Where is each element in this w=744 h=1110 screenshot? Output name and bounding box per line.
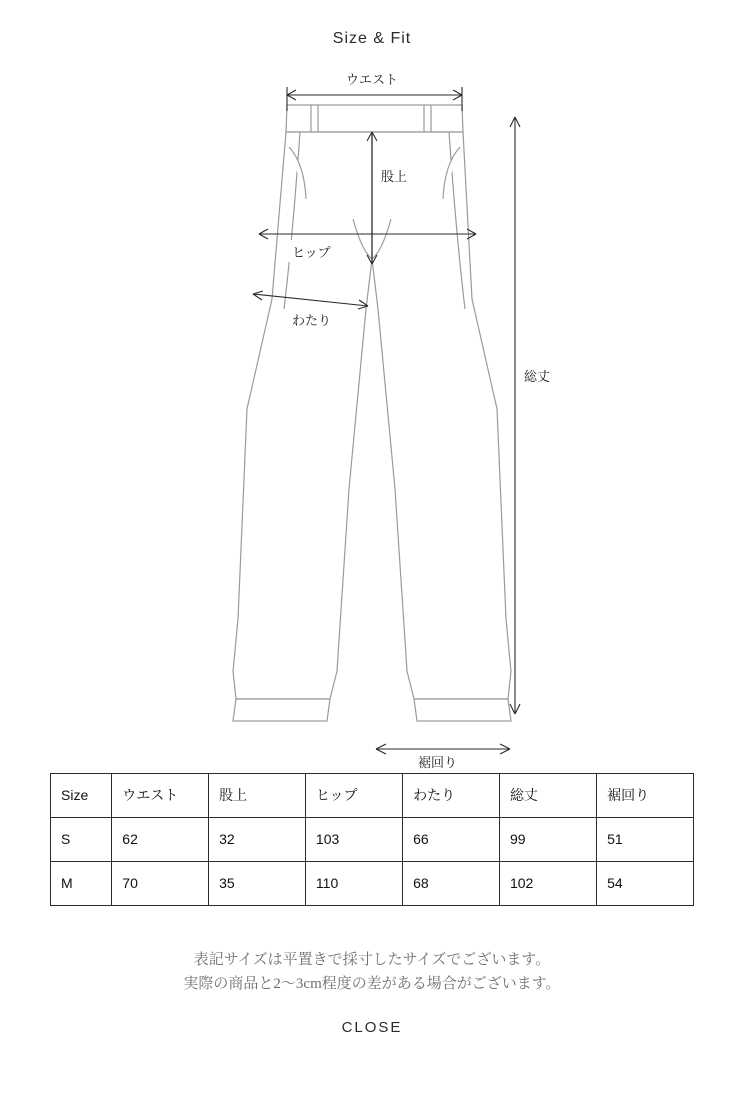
label-waist: ウエスト: [345, 71, 399, 87]
size-table-wrap: [50, 773, 694, 906]
table-header-cell: ウエスト: [112, 773, 209, 817]
table-header-cell: わたり: [403, 773, 500, 817]
table-cell: S: [51, 817, 112, 861]
table-header-cell: 総丈: [499, 773, 596, 817]
pants-diagram-svg: [0, 59, 744, 770]
label-rise: 股上: [381, 168, 408, 184]
label-thigh: わたり: [292, 312, 332, 328]
table-header-cell: Size: [51, 773, 112, 817]
table-cell: 35: [209, 861, 306, 905]
note-line: 実際の商品と2〜3cm程度の差がある場合がございます。: [183, 976, 561, 993]
table-header-cell: 裾回り: [597, 773, 694, 817]
table-cell: 66: [403, 817, 500, 861]
table-cell: 68: [403, 861, 500, 905]
table-cell: 51: [597, 817, 694, 861]
table-header-cell: ヒップ: [305, 773, 402, 817]
size-and-fit-modal: [0, 30, 744, 1036]
table-cell: M: [51, 861, 112, 905]
table-cell: 99: [499, 817, 596, 861]
close-button[interactable]: CLOSE: [341, 1019, 403, 1037]
table-cell: 110: [305, 861, 402, 905]
table-cell: 32: [209, 817, 306, 861]
label-total-length: 総丈: [524, 368, 551, 384]
table-row: [51, 817, 694, 861]
table-cell: 102: [499, 861, 596, 905]
table-cell: 62: [112, 817, 209, 861]
table-cell: 70: [112, 861, 209, 905]
note-line: 表記サイズは平置きで採寸したサイズでございます。: [193, 951, 551, 968]
measurement-diagram: [0, 59, 744, 770]
table-cell: 103: [305, 817, 402, 861]
label-hip: ヒップ: [292, 244, 331, 260]
size-table: [50, 773, 694, 906]
label-hem: 裾回り: [418, 754, 458, 770]
table-header-cell: 股上: [209, 773, 306, 817]
table-cell: 54: [597, 861, 694, 905]
measurement-notes: [0, 948, 744, 998]
table-header-row: [51, 773, 694, 817]
table-row: [51, 861, 694, 905]
page-title: Size & Fit: [332, 30, 412, 47]
